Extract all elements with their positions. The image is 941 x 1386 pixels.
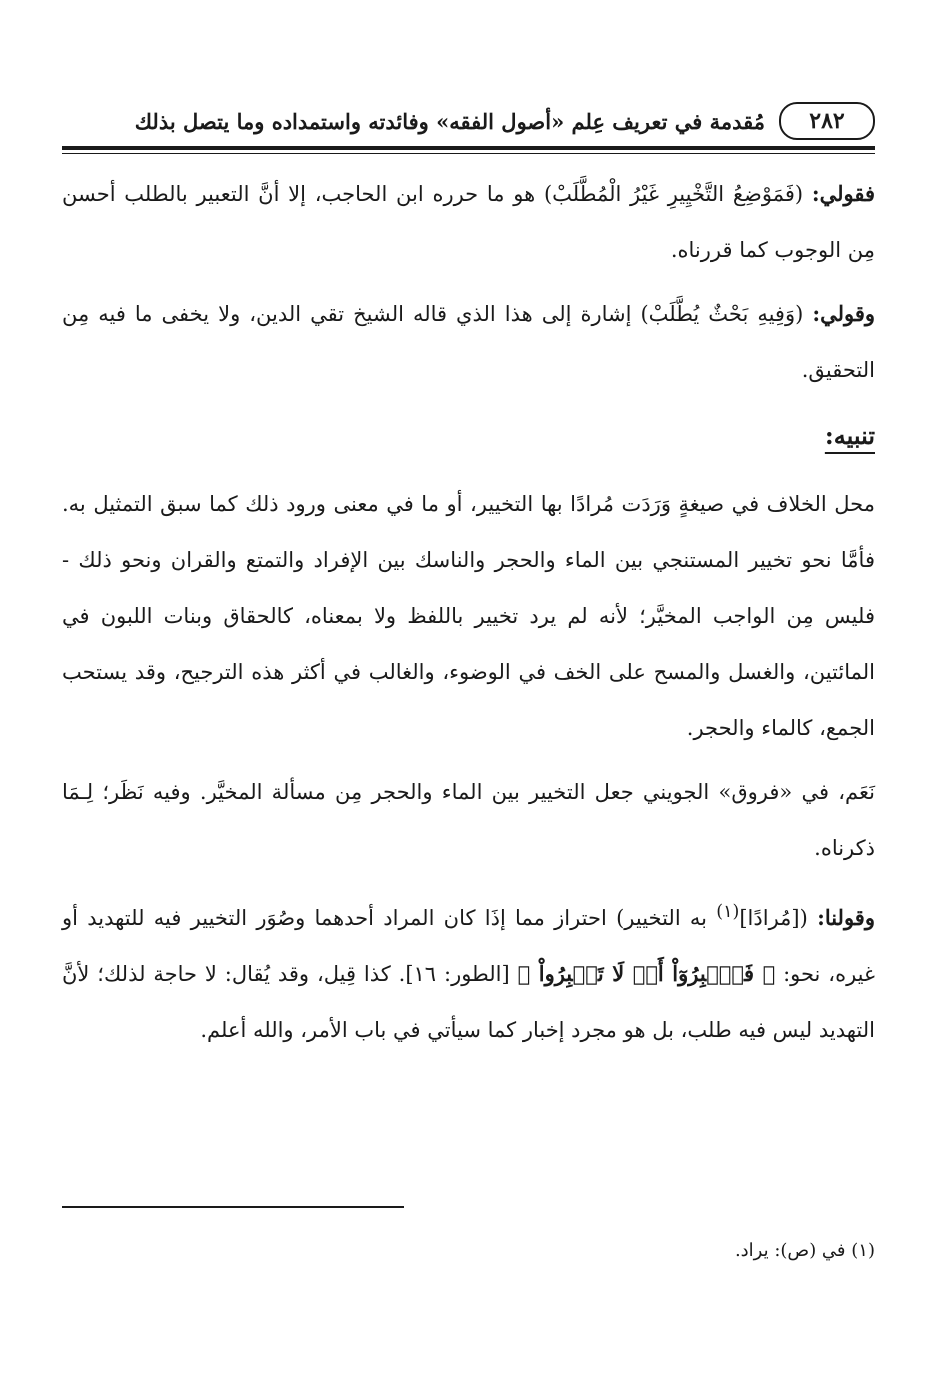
main-text (62, 166, 875, 1066)
page-header (62, 98, 875, 144)
paragraph-text: [الطور: ١٦]. كذا قِيل، وقد يُقال: لا حاجة لذلك؛ لأنَّ التهديد ليس فيه طلب، بل هو مجرد إخبار كما سيأتي في باب الأمر، والله أعلم. (62, 962, 875, 1042)
paragraph-lead: فقولي: (811, 181, 875, 206)
section-heading: تنبيه: (824, 421, 875, 450)
header-rule-thin (62, 153, 875, 154)
final-paragraph (62, 884, 875, 1058)
paragraph-text: ([مُرادًا] (739, 906, 818, 930)
book-page (62, 0, 875, 1386)
paragraph-text: (فَمَوْضِعُ التَّخْيِيرِ غَيْرُ الْمُطَّلَبْ) هو ما حرره ابن الحاجب، إلا أنَّ التعبير بالطلب أحسن مِن الوجوب كما قررناه. (62, 182, 875, 262)
paragraph-text: به التخيير) احتراز مما إذَا كان المراد أحدهما وصُوَر التخيير فيه للتهديد أو غيره، نحو: (62, 906, 875, 986)
notice-paragraph-1: محل الخلاف في صيغةٍ وَرَدَت مُرادًا بها التخيير، أو ما في معنى ورود ذلك كما سبق التمثيل به. فأمَّا نحو تخيير المستنجي بين الماء والحجر والناسك بين الإفراد والتمتع والقران ونحو ذلك - فليس مِن الواجب المخيَّر؛ لأنه لم يرد تخيير باللفظ ولا بمعناه، كالحقاق وبنات اللبون في المائتين، والغسل والمسح على الخف في الوضوء، والغالب في أكثر هذه الترجيح، وقد يستحب الجمع، كالماء والحجر. (62, 492, 875, 740)
paragraph-2 (62, 286, 875, 398)
notice-paragraph-2: نَعَم، في «فروق» الجويني جعل التخيير بين الماء والحجر مِن مسألة المخيَّر. وفيه نَظَر؛ لِـمَا ذكرناه. (62, 780, 875, 860)
footnote: (١) في (ص): يراد. (734, 1240, 875, 1261)
paragraph-1 (62, 166, 875, 278)
footnote-separator (62, 1206, 404, 1208)
header-rule-thick (62, 146, 875, 150)
page-number-badge: ٢٨٢ (779, 102, 875, 140)
paragraph-lead: وقولنا: (817, 905, 875, 930)
quran-verse: ﴿ فَٱصۡبِرُوٓاْ أَوۡ لَا تَصۡبِرُواْ ﴾ (517, 961, 776, 986)
running-title: مُقدمة في تعريف عِلم «أصول الفقه» وفائدته واستمداده وما يتصل بذلك (134, 108, 765, 134)
footnote-reference[interactable]: (١) (716, 902, 740, 922)
paragraph-text: (وَفِيهِ بَحْثٌ يُطَّلَبْ) إشارة إلى هذا الذي قاله الشيخ تقي الدين، ولا يخفى ما فيه مِن التحقيق. (62, 302, 875, 382)
paragraph-lead: وقولي: (812, 301, 875, 326)
